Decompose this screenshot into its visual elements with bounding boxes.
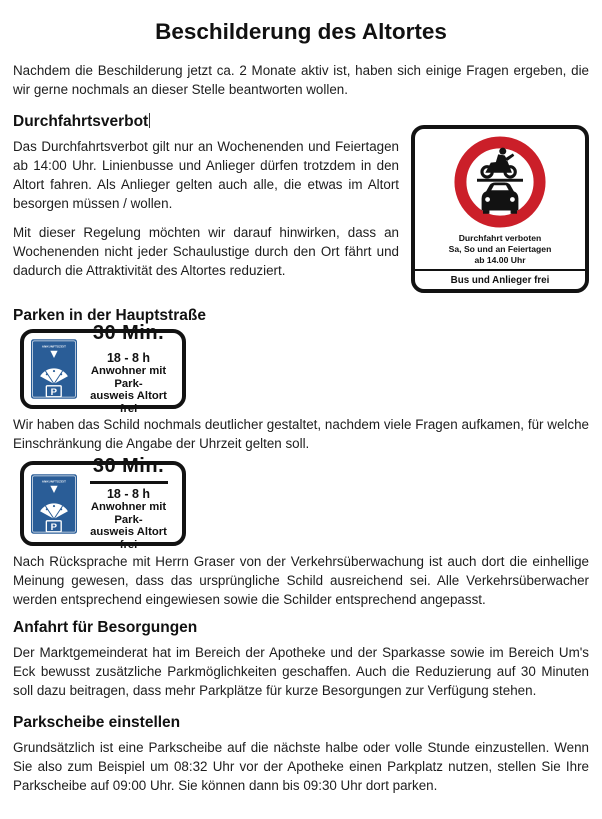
document-title: Beschilderung des Altortes bbox=[155, 19, 447, 44]
hours-label: 18 - 8 h bbox=[106, 487, 151, 502]
document-page bbox=[0, 19, 602, 795]
hours-label: 18 - 8 h bbox=[106, 351, 151, 365]
duration-label: 30 Min. bbox=[92, 454, 165, 477]
paragraph-parken-between: Wir haben das Schild nochmals deutlicher gestaltet, nachdem viele Fragen aufkamen, für welche Einschränkung die Angabe der Uhrzeit gelten soll. bbox=[13, 417, 589, 451]
section-heading-parkscheibe: Parkscheibe einstellen bbox=[13, 714, 181, 731]
section-parkscheibe bbox=[13, 714, 589, 795]
section-parken bbox=[13, 307, 589, 609]
divider-rule bbox=[90, 481, 168, 485]
permit-line-1: Anwohner mit Park- bbox=[90, 501, 167, 526]
paragraph-durchfahrtsverbot-2: Mit dieser Regelung möchten wir darauf hinwirken, dass an Wochenenden nicht jeder Schaulustige durch den Ort fährt und dadurch die Attraktivität des Altortes reduziert. bbox=[13, 225, 399, 278]
duration-label: 30 Min. bbox=[92, 322, 165, 344]
permit-line-2: ausweis Altort frei bbox=[90, 390, 167, 415]
section-durchfahrtsverbot bbox=[13, 113, 589, 299]
permit-line-2: ausweis Altort frei bbox=[90, 526, 167, 551]
parking-sign-original bbox=[20, 322, 186, 415]
section-heading-anfahrt: Anfahrt für Besorgungen bbox=[13, 619, 198, 636]
intro-paragraph: Nachdem die Beschilderung jetzt ca. 2 Monate aktiv ist, haben sich einige Fragen ergeben, die wir gerne nochmals an dieser Stelle beantworten wollen. bbox=[13, 63, 589, 97]
text-caret-artifact bbox=[149, 113, 150, 128]
permit-line-1: Anwohner mit Park- bbox=[90, 365, 167, 390]
sign-bottom-label: Bus und Anlieger frei bbox=[415, 269, 585, 289]
paragraph-parkscheibe: Grundsätzlich ist eine Parkscheibe auf die nächste halbe oder volle Stunde einzustellen. Wenn Sie also zum Beispiel um 08:32 Uhr vor der Apotheke einen Parkplatz nutzen, stellen Sie Ihre Parkscheibe auf 09:00 Uhr. Sie können dann bis 09:30 Uhr dort parken. bbox=[13, 740, 589, 793]
section-anfahrt bbox=[13, 619, 589, 700]
disc-top-label: ANKUNFTSZEIT bbox=[41, 344, 67, 349]
paragraph-anfahrt: Der Marktgemeinderat hat im Bereich der Apotheke und der Sparkasse sowie im Bereich Um's Eck bewusst zusätzliche Parkmöglichkeiten geschaffen. Auch die Reduzierung auf 30 Minuten soll dazu beitragen, dass mehr Parkplätze für kurze Besorgungen zur Verfügung stehen. bbox=[13, 645, 589, 698]
sign-text-line2: Sa, So und an Feiertagen bbox=[448, 244, 552, 254]
paragraph-parken-after: Nach Rücksprache mit Herrn Graser von der Verkehrsüberwachung ist auch dort die einhellige Meinung gewesen, dass das ursprüngliche Schild ausreichend sei. Alle Verkehrsüberwacher werden entsprechend eingewiesen sowie die Schilder entsprechend angepasst. bbox=[13, 554, 589, 607]
no-motor-vehicles-sign-face bbox=[415, 129, 585, 269]
no-motor-vehicles-sign bbox=[411, 125, 589, 293]
parking-disc-icon bbox=[31, 474, 77, 534]
parking-disc-icon bbox=[31, 339, 77, 399]
p-symbol: P bbox=[50, 387, 58, 399]
parking-sign-text bbox=[77, 323, 175, 415]
section-heading-parken: Parken in der Hauptstraße bbox=[13, 307, 206, 324]
prohibition-circle-icon bbox=[454, 136, 546, 228]
paragraph-durchfahrtsverbot-1: Das Durchfahrtsverbot gilt nur an Wochenenden und Feiertagen ab 14:00 Uhr. Linienbusse und Anlieger dürfen trotzdem in den Altort fahren. Als Anlieger gelten auch alle, die etwas im Altort besorgen müssen / wollen. bbox=[13, 139, 399, 211]
divider-bar bbox=[477, 179, 523, 182]
parking-sign-revised bbox=[20, 454, 186, 551]
parking-sign-text bbox=[77, 456, 175, 552]
sign-text-line3: ab 14.00 Uhr bbox=[474, 255, 526, 265]
heading-text: Durchfahrtsverbot bbox=[13, 113, 149, 130]
disc-top-label: ANKUNFTSZEIT bbox=[41, 479, 67, 484]
sign-text-line1: Durchfahrt verboten bbox=[458, 233, 542, 243]
p-symbol: P bbox=[50, 521, 58, 533]
